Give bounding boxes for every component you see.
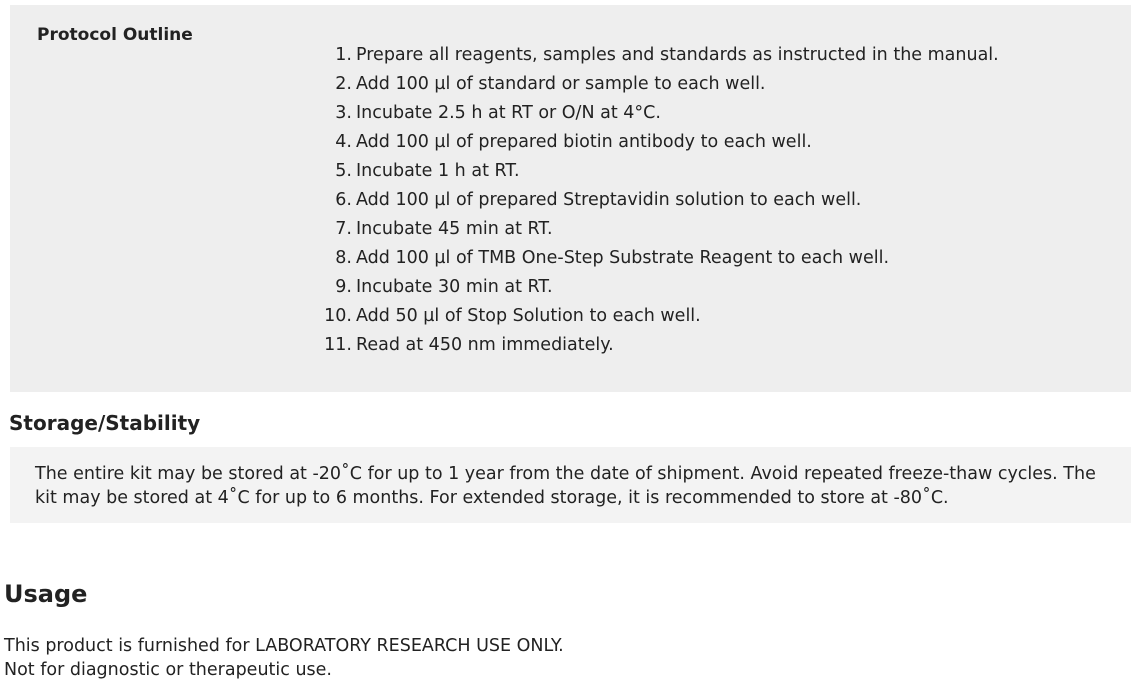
step-number: 5. [335, 161, 352, 181]
step-text: Incubate 2.5 h at RT or O/N at 4°C. [356, 103, 661, 123]
step-text: Incubate 45 min at RT. [356, 219, 553, 239]
protocol-step [310, 41, 999, 70]
step-number: 11. [324, 335, 352, 355]
step-number: 10. [324, 306, 352, 326]
protocol-step [310, 186, 999, 215]
step-number: 9. [335, 277, 352, 297]
protocol-step [310, 70, 999, 99]
step-number: 3. [335, 103, 352, 123]
step-text: Incubate 1 h at RT. [356, 161, 520, 181]
protocol-step [310, 244, 999, 273]
usage-research-only-text: This product is furnished for LABORATORY RESEARCH USE ONLY. [4, 636, 564, 656]
storage-stability-panel [10, 447, 1131, 523]
protocol-outline-panel [10, 5, 1131, 392]
step-number: 8. [335, 248, 352, 268]
step-text: Add 50 µl of Stop Solution to each well. [356, 306, 701, 326]
protocol-step [310, 157, 999, 186]
step-number: 2. [335, 74, 352, 94]
step-text: Add 100 µl of TMB One-Step Substrate Reagent to each well. [356, 248, 890, 268]
step-number: 1. [335, 45, 352, 65]
protocol-steps-list [310, 41, 999, 360]
step-text: Incubate 30 min at RT. [356, 277, 553, 297]
step-text: Add 100 µl of prepared Streptavidin solution to each well. [356, 190, 862, 210]
protocol-step [310, 215, 999, 244]
step-text: Read at 450 nm immediately. [356, 335, 614, 355]
storage-stability-text: The entire kit may be stored at -20˚C for up to 1 year from the date of shipment. Avoid repeated freeze-thaw cycles. The kit may be stored at 4˚C for up to 6 months. For extended storage, it is recommended to store at -80˚C. [35, 464, 1096, 508]
step-text: Prepare all reagents, samples and standards as instructed in the manual. [356, 45, 999, 65]
step-number: 4. [335, 132, 352, 152]
storage-stability-heading: Storage/Stability [9, 411, 201, 435]
protocol-step [310, 128, 999, 157]
usage-not-diagnostic-text: Not for diagnostic or therapeutic use. [4, 660, 332, 680]
step-number: 6. [335, 190, 352, 210]
protocol-step [310, 99, 999, 128]
protocol-step [310, 331, 999, 360]
step-text: Add 100 µl of prepared biotin antibody to each well. [356, 132, 812, 152]
protocol-step [310, 302, 999, 331]
protocol-step [310, 273, 999, 302]
step-number: 7. [335, 219, 352, 239]
step-text: Add 100 µl of standard or sample to each well. [356, 74, 766, 94]
usage-heading: Usage [4, 580, 88, 608]
protocol-outline-title: Protocol Outline [37, 25, 193, 45]
